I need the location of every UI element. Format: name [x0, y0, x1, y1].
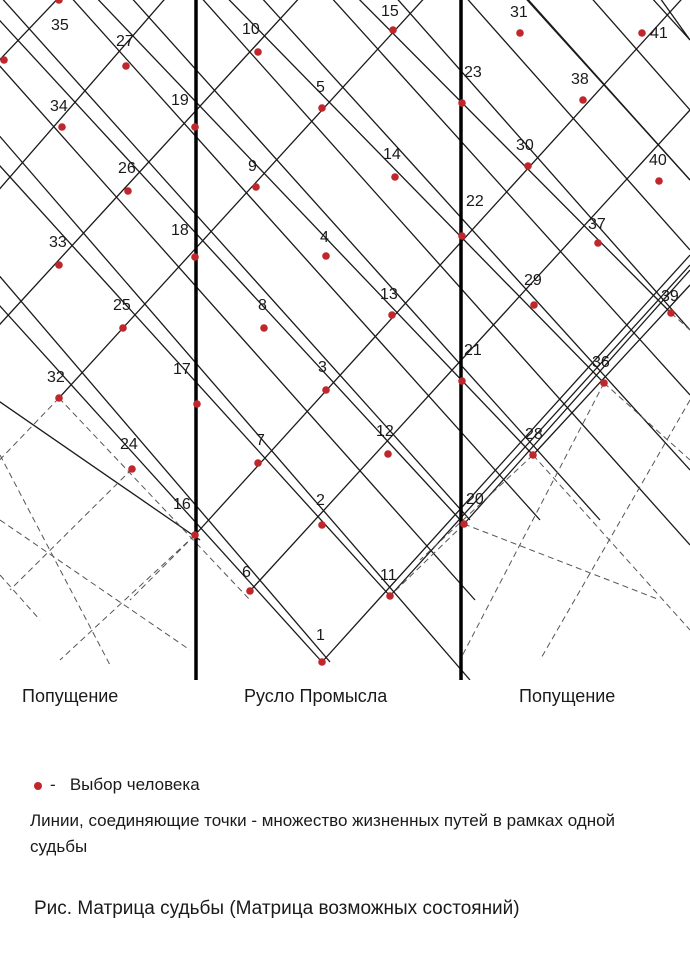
- choice-point-label: 39: [661, 288, 679, 305]
- choice-point: [458, 99, 466, 107]
- path-line: [190, 0, 690, 545]
- choice-point: [391, 173, 399, 181]
- choice-point-label: 3: [318, 359, 327, 376]
- choice-point-label: 14: [383, 146, 401, 163]
- choice-point-label: 16: [173, 496, 191, 513]
- choice-point-label: 4: [320, 229, 329, 246]
- choice-point: [389, 26, 397, 34]
- choice-point-label: 37: [588, 216, 606, 233]
- dashed-path-line: [0, 520, 190, 650]
- choice-point: [318, 658, 326, 666]
- choice-point-label: 33: [49, 234, 67, 251]
- choice-point-label: 26: [118, 160, 136, 177]
- choice-point: [191, 123, 199, 131]
- choice-point: [600, 379, 608, 387]
- path-line: [464, 270, 690, 524]
- choice-point-label: 8: [258, 297, 267, 314]
- path-line: [0, 55, 475, 600]
- path-line: [322, 255, 690, 662]
- dashed-path-line: [130, 535, 195, 600]
- path-line: [0, 0, 470, 520]
- choice-point: [460, 520, 468, 528]
- choice-point-label: 2: [316, 492, 325, 509]
- choice-point: [318, 104, 326, 112]
- choice-point: [655, 177, 663, 185]
- dashed-path-line: [60, 535, 195, 660]
- choice-point: [524, 162, 532, 170]
- choice-point-label: 22: [466, 193, 484, 210]
- choice-point-label: 5: [316, 79, 325, 96]
- choice-point-label: 21: [464, 342, 482, 359]
- dashed-path-line: [0, 455, 110, 665]
- choice-point-label: 24: [120, 436, 138, 453]
- choice-point: [191, 531, 199, 539]
- dashed-path-line: [464, 524, 660, 600]
- choice-point: [638, 29, 646, 37]
- left-region-label: Попущение: [22, 686, 119, 706]
- choice-point-label: 20: [466, 491, 484, 508]
- choice-point-label: 17: [173, 361, 191, 378]
- legend-dot-symbol: -: [50, 775, 56, 794]
- legend: [34, 775, 200, 795]
- dashed-path-line: [540, 400, 690, 660]
- choice-point-label: 41: [650, 25, 668, 42]
- choice-point-label: 10: [242, 21, 260, 38]
- choice-point: [322, 386, 330, 394]
- path-line: [200, 0, 604, 383]
- choice-point: [55, 0, 63, 4]
- center-region-label: Русло Промысла: [244, 686, 388, 706]
- choice-point: [128, 465, 136, 473]
- choice-point-label: 34: [50, 98, 68, 115]
- choice-point-label: 35: [51, 17, 69, 34]
- choice-point: [252, 183, 260, 191]
- choice-point: [193, 400, 201, 408]
- choice-point: [55, 261, 63, 269]
- legend-lines-meaning: Линии, соединяющие точки - множество жизненных путей в рамках одной судьбы: [30, 811, 616, 856]
- choice-point-label: 28: [525, 426, 543, 443]
- choice-point-label: 40: [649, 152, 667, 169]
- dashed-path-line: [671, 313, 690, 330]
- choice-point-label: 11: [380, 567, 397, 584]
- choice-point: [260, 324, 268, 332]
- choice-point-label: 31: [510, 4, 528, 21]
- choice-point-label: 36: [592, 354, 610, 371]
- choice-point: [254, 459, 262, 467]
- choice-point-label: 27: [116, 33, 134, 50]
- figure-caption: Рис. Матрица судьбы (Матрица возможных состояний): [34, 898, 520, 919]
- right-region-label: Попущение: [519, 686, 616, 706]
- choice-point-label: 1: [316, 627, 325, 644]
- choice-point: [322, 252, 330, 260]
- choice-point: [122, 62, 130, 70]
- choice-point-label: 9: [248, 158, 257, 175]
- choice-point: [386, 592, 394, 600]
- dashed-path-line: [390, 524, 464, 596]
- choice-point-label: 7: [256, 432, 265, 449]
- dashed-path-line: [59, 398, 250, 600]
- choice-point: [254, 48, 262, 56]
- choice-point-label: 32: [47, 369, 65, 386]
- choice-point-label: 13: [380, 286, 398, 303]
- choice-point: [191, 253, 199, 261]
- choice-point-label: 29: [524, 272, 542, 289]
- choice-point: [530, 301, 538, 309]
- choice-point: [318, 521, 326, 529]
- choice-point: [458, 377, 466, 385]
- choice-point: [516, 29, 524, 37]
- choice-point: [124, 187, 132, 195]
- choice-point-label: 6: [242, 564, 251, 581]
- path-line: [0, 125, 470, 680]
- choice-point: [529, 451, 537, 459]
- dashed-path-line: [533, 455, 690, 630]
- choice-point-label: 15: [381, 3, 399, 20]
- legend-dot-meaning: Выбор человека: [69, 775, 200, 794]
- path-line: [0, 10, 464, 524]
- choice-point: [246, 587, 254, 595]
- choice-point: [58, 123, 66, 131]
- choice-point-label: 18: [171, 222, 189, 239]
- choice-point: [579, 96, 587, 104]
- choice-point-label: 30: [516, 137, 534, 154]
- choice-point-label: 25: [113, 297, 131, 314]
- choice-point: [0, 56, 8, 64]
- path-line: [0, 295, 322, 662]
- choice-point: [55, 394, 63, 402]
- dashed-path-line: [10, 469, 132, 590]
- choice-point: [119, 324, 127, 332]
- choice-point: [384, 450, 392, 458]
- choice-point: [594, 239, 602, 247]
- legend-dot-icon: [34, 782, 42, 790]
- choice-point: [667, 309, 675, 317]
- choice-point-label: 19: [171, 92, 189, 109]
- path-line: [330, 0, 671, 313]
- choice-point-label: 38: [571, 71, 589, 88]
- dashed-path-line: [0, 575, 40, 620]
- choice-point-label: 23: [464, 64, 482, 81]
- choice-point: [388, 311, 396, 319]
- path-line: [533, 285, 690, 455]
- choice-point: [458, 232, 466, 240]
- choice-point-label: 12: [376, 423, 394, 440]
